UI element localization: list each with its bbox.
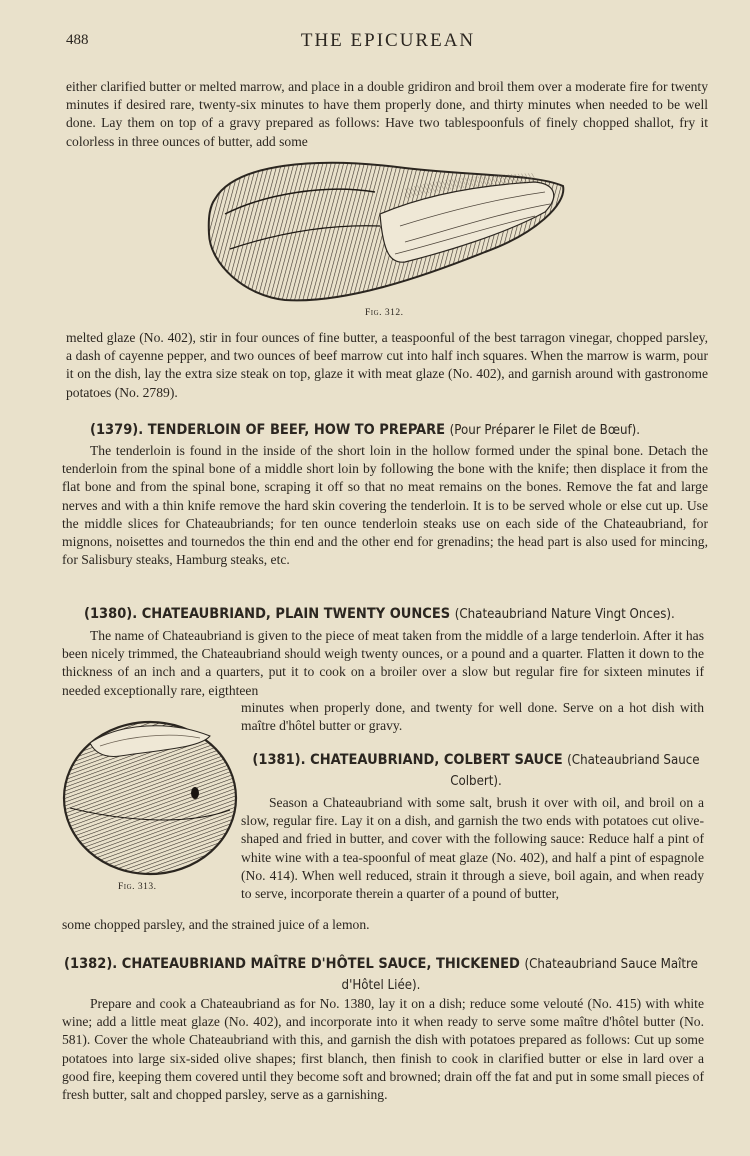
section-number: (1382). <box>64 956 118 972</box>
section-french-title: (Chateaubriand Nature Vingt Onces). <box>454 607 675 622</box>
section-1382-body: Prepare and cook a Chateaubriand as for No. 1380, lay it on a dish; reduce some velouté (No. 415) with white wine; add a little meat glaze (No. 402), and incorporate into it when ready to serve some maître d'hôtel butter (No. 581). Cover the whole Chateaubriand with this, and garnish the dish with potatoes prepared as follows: Cut up some potatoes into large six-sided olive shapes; first blanch, then finish to cook in clarified butter or else in lard over a good fire, keeping them covered until they become soft and browned; drain off the fat and put in some small pieces of fresh butter, salt and chopped parsley, serve as a garnishing. <box>62 996 704 1103</box>
continuation-paragraph: melted glaze (No. 402), stir in four ounces of fine butter, a teaspoonful of the best tarragon vinegar, chopped parsley, a dash of cayenne pepper, and two ounces of beef marrow cut into half inch squares. When the marrow is warm, pour it on the dish, lay the extra size steak on top, glaze it with meat glaze (No. 402), and garnish around with gastronome potatoes (No. 2789). <box>66 330 708 400</box>
section-1382-heading <box>58 954 704 996</box>
section-number: (1379). <box>90 422 144 438</box>
section-1380-body-continued: minutes when properly done, and twenty for well done. Serve on a hot dish with maître d'hôtel butter or gravy. <box>241 700 704 734</box>
section-1379-heading <box>90 421 710 440</box>
section-french-title: (Chateaubriand Sauce Maître d'Hôtel Liée). <box>341 957 698 993</box>
steak-illustration <box>205 154 570 306</box>
section-number: (1380). <box>84 606 138 622</box>
figure-312-caption: Fig. 312. <box>365 308 404 318</box>
section-1380-body: The name of Chateaubriand is given to the piece of meat taken from the middle of a large tenderloin. After it has been nicely trimmed, the Chateaubriand should weigh twenty ounces, or a pound and a quarter. Flatten it down to the thickness of an inch and a quarters, put it to cook on a broiler over a slow but regular fire for sixteen minutes if needed exceptionally rare, eigthteen <box>62 628 704 698</box>
section-french-title: (Chateaubriand Sauce Colbert). <box>450 753 700 789</box>
section-1380-heading <box>84 605 708 624</box>
section-1381-body: Season a Chateaubriand with some salt, brush it over with oil, and broil on a slow, regular fire. Lay it on a dish, and garnish the two ends with potatoes cut olive-shaped and fried in butter, and cover with the following sauce: Reduce half a pint of white wine with a tea-spoonful of meat glaze (No. 402), and half a pint of espagnole (No. 414). When well reduced, strain it through a sieve, boil again, and when ready to serve, incorporate therein a quarter of a pound of butter, <box>241 795 704 902</box>
section-1381-heading <box>244 750 708 792</box>
running-title: THE EPICUREAN <box>300 30 476 51</box>
section-number: (1381). <box>252 752 306 768</box>
section-french-title: (Pour Préparer le Filet de Bœuf). <box>449 423 641 438</box>
top-paragraph: either clarified butter or melted marrow, and place in a double gridiron and broil them over a moderate fire for twenty minutes if desired rare, twenty-six minutes to have them properly done, and thirty minutes when needed to be well done. Lay them on top of a gravy prepared as follows: Have two tablespoonfuls of finely chopped shallot, fry it colorless in three ounces of butter, add some <box>66 79 708 149</box>
page-number: 488 <box>66 32 89 48</box>
section-title: CHATEAUBRIAND, PLAIN TWENTY OUNCES <box>141 606 451 622</box>
section-title: CHATEAUBRIAND MAÎTRE D'HÔTEL SAUCE, THICKENED <box>121 956 520 972</box>
section-1379-body: The tenderloin is found in the inside of the short loin in the hollow formed under the spinal bone. Detach the tenderloin from the spinal bone of a middle short loin by following the bone with the knife; then displace it from the flat bone and from the spinal bone, scraping it off so that no meat remains on the bones. Remove the fat and large nerves and with a thin knife remove the hard skin covering the tenderloin. It is to be served whole or else cut up. Use the middle slices for Chateaubriands; for ten ounce tenderloin steaks use on each side of the Chateaubriand, for mignons, noisettes and tournedos the thin end and the other end for grenadins; the head part is also used for mincing, for Salisbury steaks, Hamburg steaks, etc. <box>62 443 708 568</box>
chateaubriand-illustration <box>60 718 242 878</box>
section-title: TENDERLOIN OF BEEF, HOW TO PREPARE <box>147 422 446 438</box>
figure-313-caption: Fig. 313. <box>118 882 157 892</box>
page-header <box>66 30 710 56</box>
section-1381-body-continued: some chopped parsley, and the strained juice of a lemon. <box>62 917 370 932</box>
section-title: CHATEAUBRIAND, COLBERT SAUCE <box>310 752 563 768</box>
